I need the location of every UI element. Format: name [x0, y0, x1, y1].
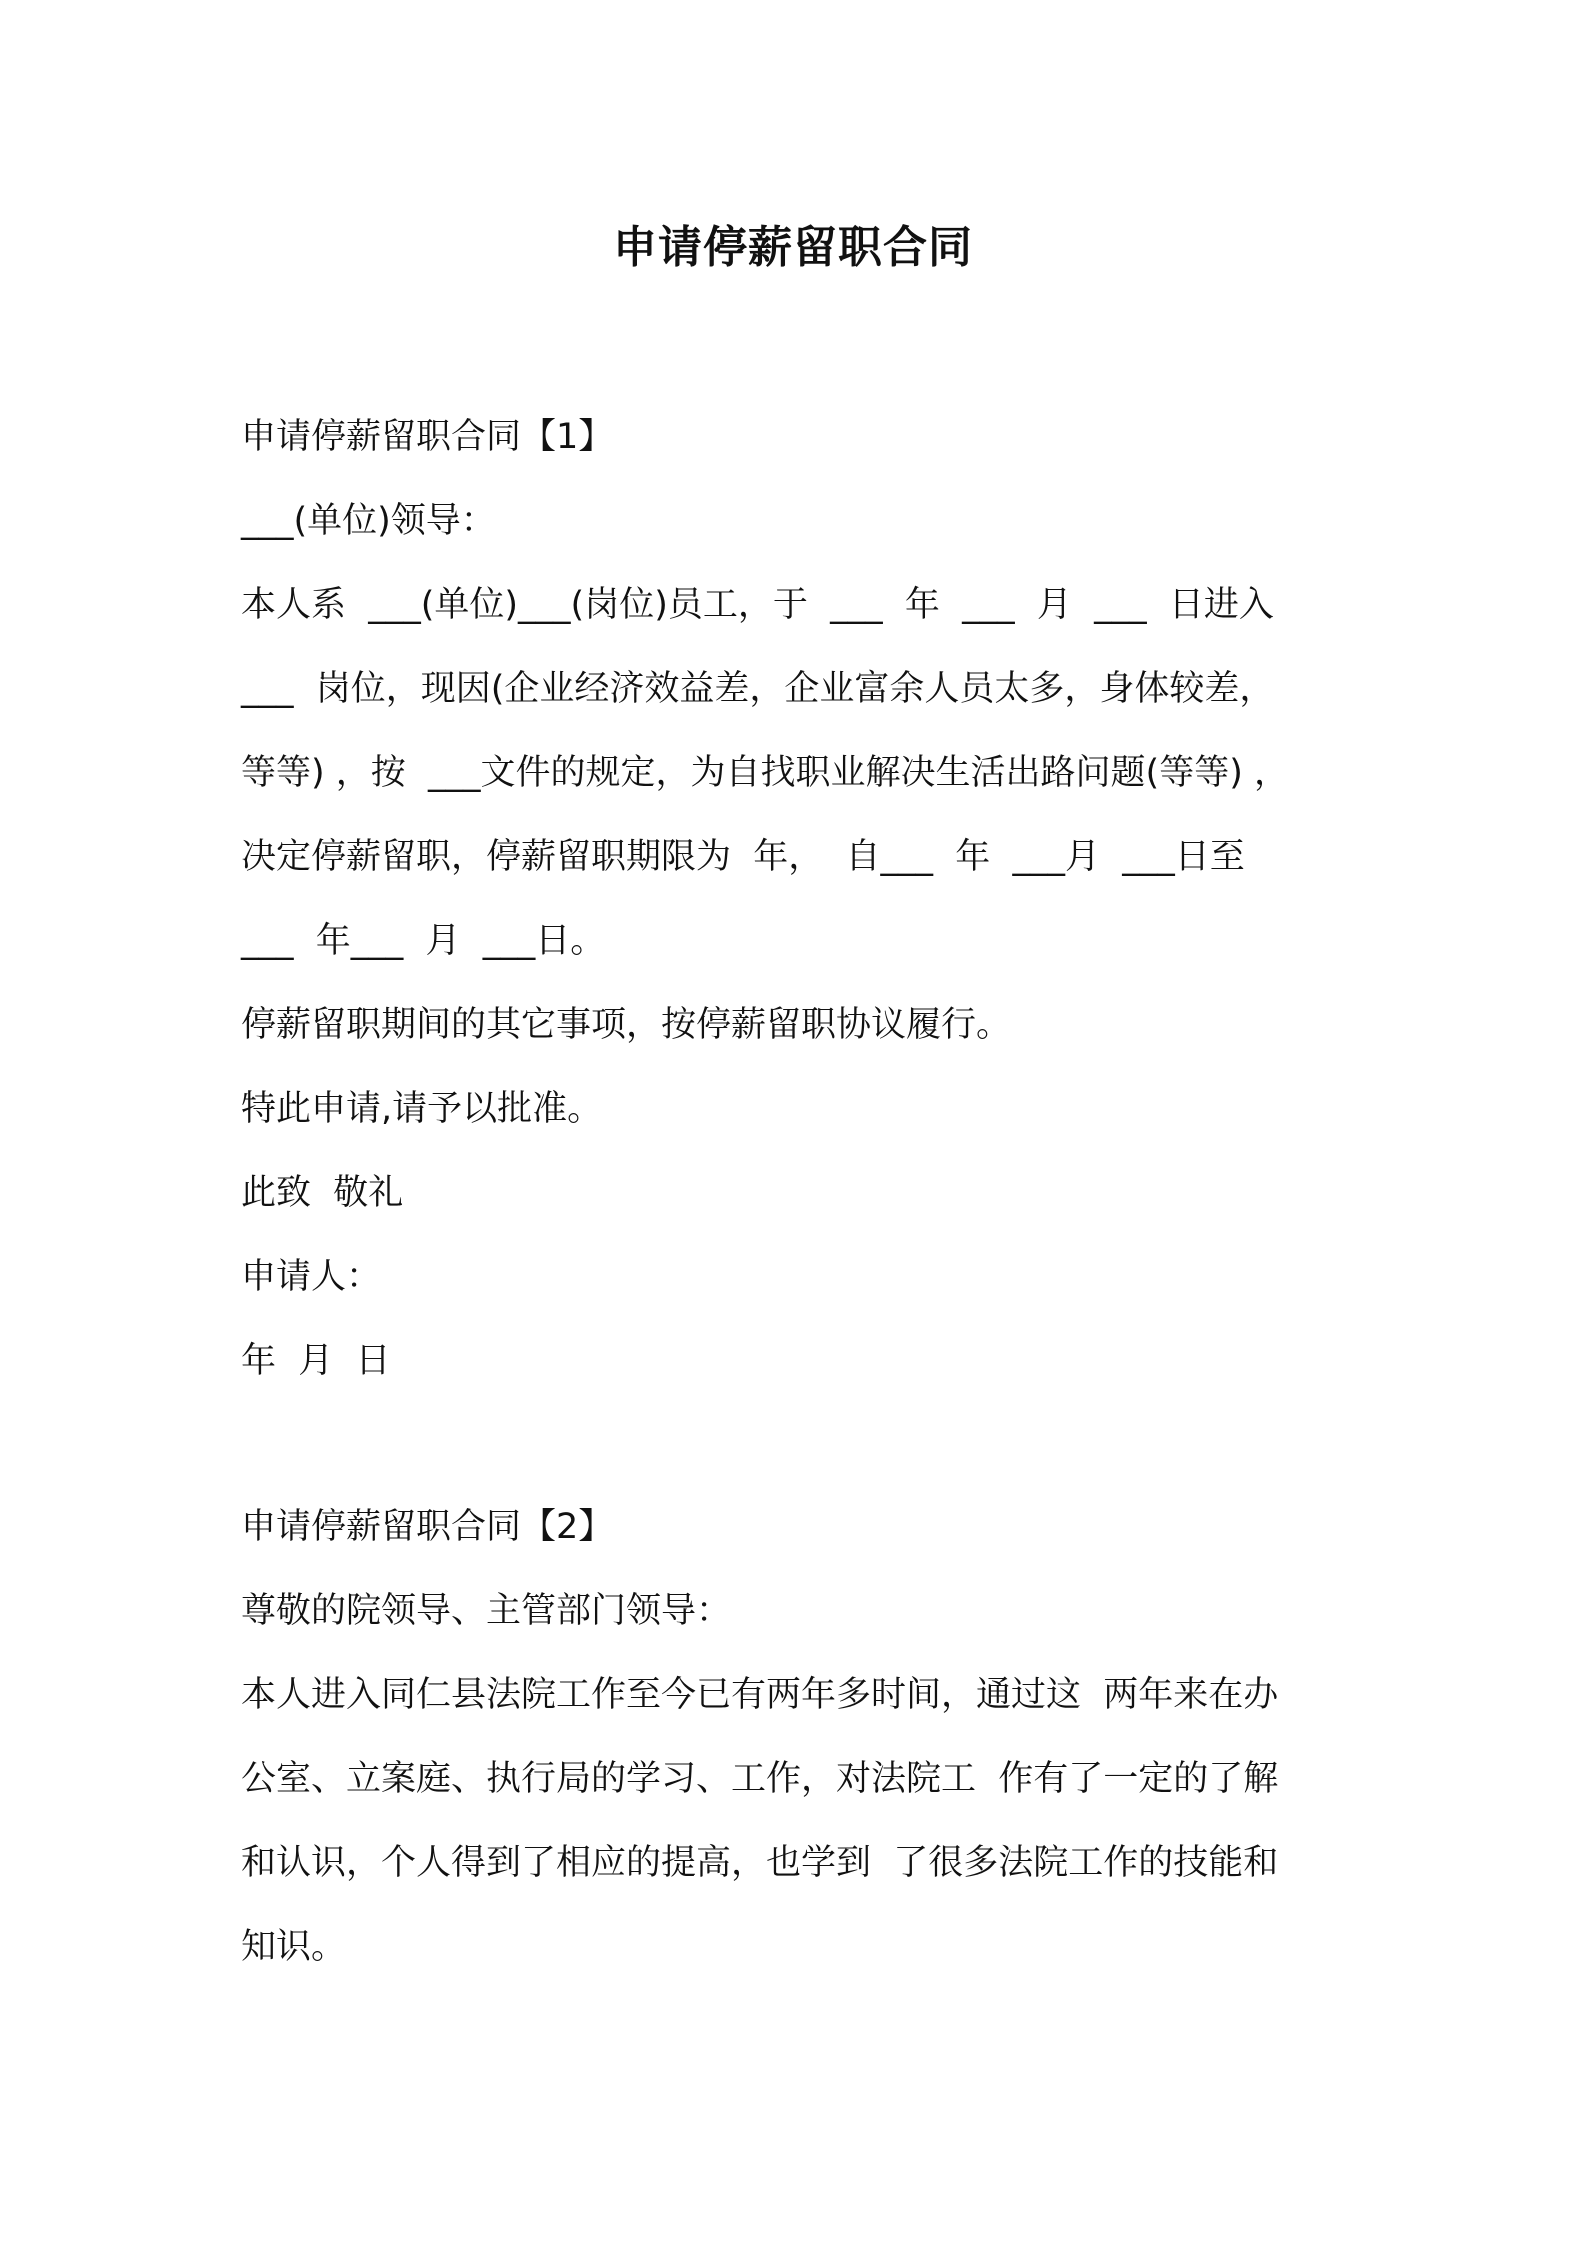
- section-2-salutation: 尊敬的院领导、主管部门领导：: [241, 1591, 732, 1631]
- section-1-heading: 申请停薪留职合同【1】: [241, 417, 614, 457]
- section-1-body-line-2: ___ 岗位，现因(企业经济效益差，企业富余人员太多，身体较差，: [241, 669, 1275, 709]
- section-1-body-line-4: 决定停薪留职，停薪留职期限为 年， 自___ 年 ___月 ___日至: [241, 837, 1245, 877]
- section-2-body-line-2: 公室、立案庭、执行局的学习、工作，对法院工 作有了一定的了解: [241, 1759, 1279, 1799]
- section-2-heading: 申请停薪留职合同【2】: [241, 1507, 614, 1547]
- section-1-body-line-1: 本人系 ___(单位)___(岗位)员工，于 ___ 年 ___ 月 ___ 日进入: [241, 585, 1274, 625]
- section-1-closing: 此致 敬礼: [241, 1173, 404, 1213]
- section-2-body-line-4: 知识。: [241, 1927, 347, 1967]
- document-title: 申请停薪留职合同: [613, 222, 973, 273]
- section-2-body-line-1: 本人进入同仁县法院工作至今已有两年多时间，通过这 两年来在办: [241, 1675, 1279, 1715]
- section-2-body-line-3: 和认识，个人得到了相应的提高，也学到 了很多法院工作的技能和: [241, 1843, 1279, 1883]
- section-1-body-line-5: ___ 年___ 月 ___日。: [241, 921, 606, 961]
- section-1-date: 年 月 日: [241, 1341, 391, 1381]
- section-1-applicant: 申请人：: [241, 1257, 382, 1297]
- section-1-other-matters: 停薪留职期间的其它事项，按停薪留职协议履行。: [241, 1005, 1012, 1045]
- section-1-salutation: ___(单位)领导：: [241, 501, 496, 541]
- section-1-request: 特此申请,请予以批准。: [241, 1089, 603, 1129]
- section-1-body-line-3: 等等) ，按 ___文件的规定，为自找职业解决生活出路问题(等等) ，: [241, 753, 1289, 793]
